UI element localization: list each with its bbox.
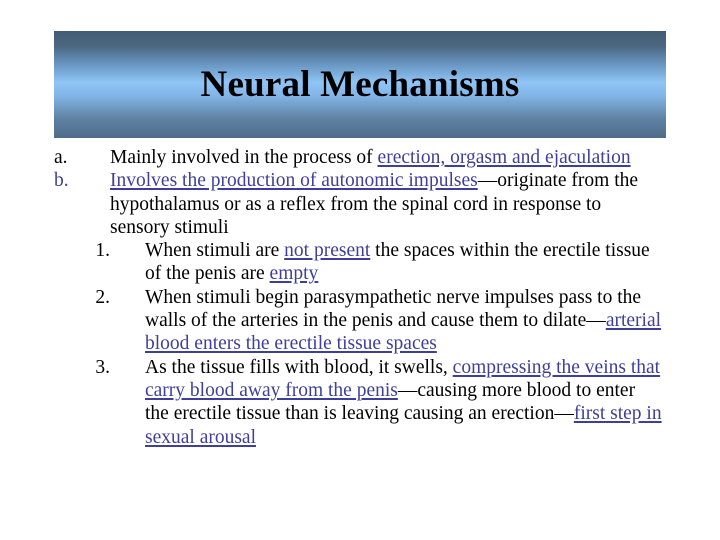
hyperlink-text[interactable]: empty bbox=[269, 263, 319, 285]
body-text: the spaces within the erectile tissue of the penis are bbox=[145, 240, 650, 285]
list-marker: 1. bbox=[95, 240, 110, 262]
outline-item-level2 bbox=[0, 286, 720, 356]
outline-item-level1 bbox=[0, 169, 720, 239]
hyperlink-text[interactable]: Involves the production of autonomic impulses bbox=[110, 170, 478, 192]
body-text: When stimuli begin parasympathetic nerve impulses pass to the walls of the arteries in the penis and cause them to dilate— bbox=[145, 286, 642, 332]
title-banner bbox=[54, 31, 666, 138]
list-marker: 3. bbox=[95, 356, 110, 378]
hyperlink-text[interactable]: not present bbox=[284, 240, 371, 262]
outline-item-level2 bbox=[0, 356, 720, 449]
list-marker: a. bbox=[54, 147, 68, 168]
hyperlink-text[interactable]: erection, orgasm and ejaculation bbox=[377, 147, 631, 168]
outline-body bbox=[0, 146, 720, 449]
list-marker: 2. bbox=[95, 286, 110, 308]
body-text: —causing more blood to enter the erectile tissue than is leaving causing an erection— bbox=[145, 379, 636, 425]
list-marker: b. bbox=[54, 170, 69, 192]
outline-item-level2 bbox=[0, 239, 720, 286]
hyperlink-text[interactable]: compressing the veins that carry blood away from the penis bbox=[145, 356, 661, 401]
body-text: —originate from the hypothalamus or as a reflex from the spinal cord in response to sensory stimuli bbox=[110, 170, 639, 238]
outline-item-level1 bbox=[0, 146, 720, 169]
page-title: Neural Mechanisms bbox=[200, 64, 520, 105]
body-text: Mainly involved in the process of bbox=[110, 147, 378, 168]
body-text: When stimuli are bbox=[145, 240, 285, 262]
hyperlink-text[interactable]: arterial blood enters the erectile tissue spaces bbox=[145, 310, 662, 355]
body-text: As the tissue fills with blood, it swells, bbox=[145, 356, 453, 378]
hyperlink-text[interactable]: first step in sexual arousal bbox=[145, 403, 662, 448]
